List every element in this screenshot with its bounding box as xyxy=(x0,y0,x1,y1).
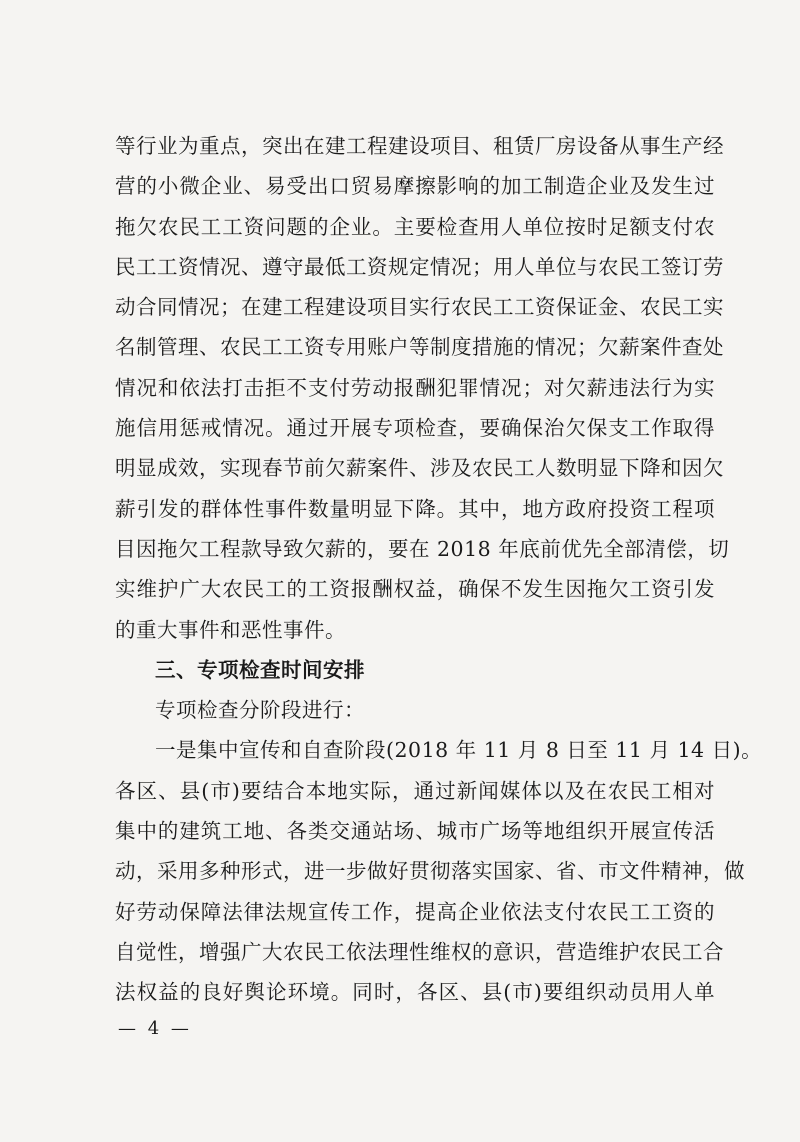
document-body xyxy=(115,126,763,1013)
paragraph-line: 等行业为重点，突出在建工程建设项目、租赁厂房设备从事生产经 xyxy=(115,134,724,158)
paragraph-line: 集中的建筑工地、各类交通站场、城市广场等地组织开展宣传活 xyxy=(115,819,715,844)
paragraph-line: 法权益的良好舆论环境。同时，各区、县(市)要组织动员用人单 xyxy=(115,980,715,1005)
paragraph-line: 名制管理、农民工工资专用账户等制度措施的情况；欠薪案件查处 xyxy=(115,335,724,360)
paragraph-line: 拖欠农民工工资问题的企业。主要检查用人单位按时足额支付农 xyxy=(115,214,715,239)
paragraph-line: 实维护广大农民工的工资报酬权益，确保不发生因拖欠工资引发 xyxy=(115,577,715,602)
page-number: — 4 — xyxy=(118,1018,192,1039)
paragraph-line: 营的小微企业、易受出口贸易摩擦影响的加工制造企业及发生过 xyxy=(115,174,715,199)
paragraph-line: 一是集中宣传和自查阶段(2018 年 11 月 8 日至 11 月 14 日)。 xyxy=(155,738,763,763)
paragraph-line: 好劳动保障法律法规宣传工作，提高企业依法支付农民工工资的 xyxy=(115,899,715,924)
paragraph-line: 情况和依法打击拒不支付劳动报酬犯罪情况；对欠薪违法行为实 xyxy=(115,375,715,400)
paragraph-line: 动，采用多种形式，进一步做好贯彻落实国家、省、市文件精神，做 xyxy=(115,859,745,884)
paragraph-line: 施信用惩戒情况。通过开展专项检查，要确保治欠保支工作取得 xyxy=(115,416,715,441)
paragraph-line: 民工工资情况、遵守最低工资规定情况；用人单位与农民工签订劳 xyxy=(115,254,724,279)
paragraph-line: 动合同情况；在建工程建设项目实行农民工工资保证金、农民工实 xyxy=(115,295,724,320)
paragraph-line: 自觉性，增强广大农民工依法理性维权的意识，营造维护农民工合 xyxy=(115,939,724,964)
paragraph-line: 各区、县(市)要结合本地实际，通过新闻媒体以及在农民工相对 xyxy=(115,778,715,803)
paragraph-line: 薪引发的群体性事件数量明显下降。其中，地方政府投资工程项 xyxy=(115,496,715,521)
paragraph-line: 明显成效，实现春节前欠薪案件、涉及农民工人数明显下降和因欠 xyxy=(115,456,724,481)
paragraph-line: 的重大事件和恶性事件。 xyxy=(115,617,346,642)
section-heading: 三、专项检查时间安排 xyxy=(155,657,365,682)
paragraph-line: 专项检查分阶段进行： xyxy=(155,698,365,723)
paragraph-line: 目因拖欠工程款导致欠薪的，要在 2018 年底前优先全部清偿，切 xyxy=(115,536,730,561)
